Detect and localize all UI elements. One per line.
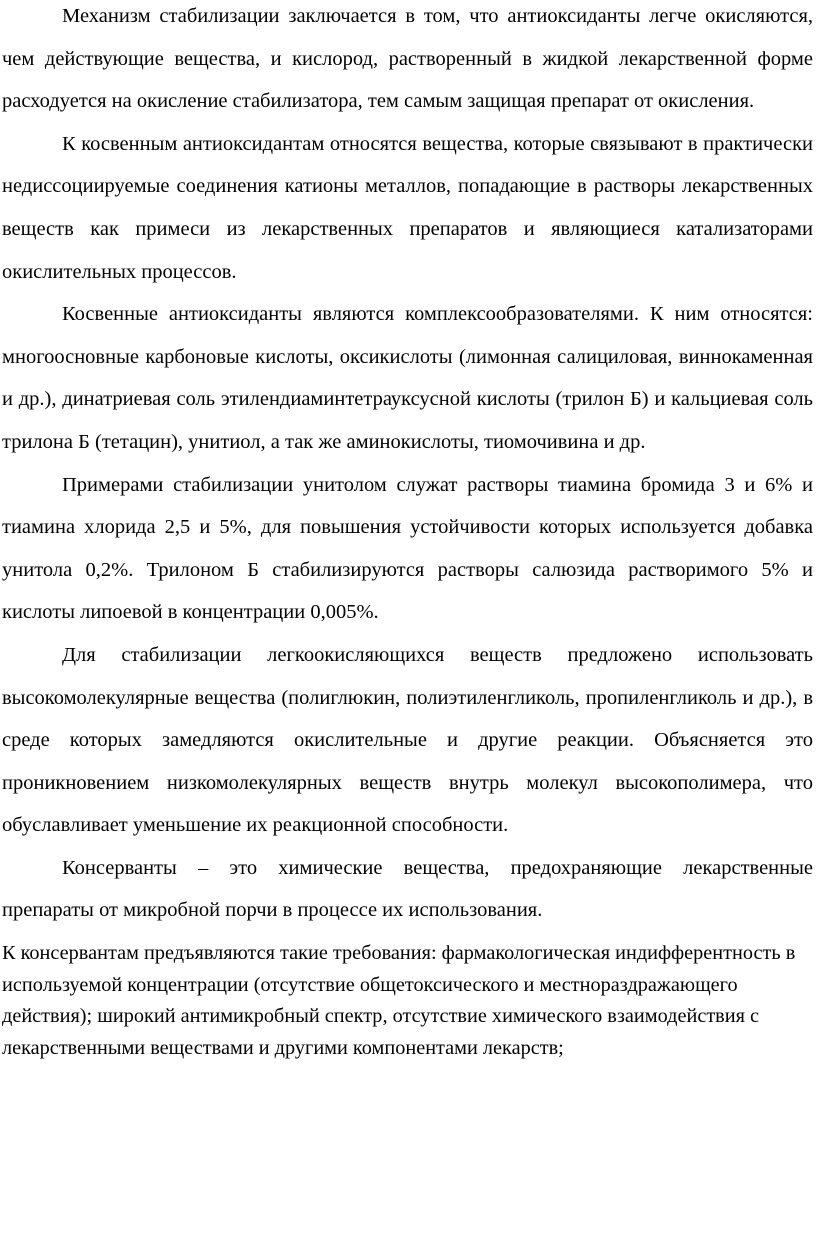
paragraph-high-molecular-substances: Для стабилизации легкоокисляющихся веществ предложено использовать высокомолекулярные вещества (полиглюкин, полиэтиленгликоль, пропиленгликоль и др.), в среде которых замедляются окислительные и другие реакции. Объясняется это проникновением низкомолекулярных веществ внутрь молекул высокополимера, что обуславливает уменьшение их реакционной способности. — [2, 643, 813, 837]
paragraph-unitiol-examples: Примерами стабилизации унитолом служат растворы тиамина бромида 3 и 6% и тиамина хлорида 2,5 и 5%, для повышения устойчивости которых используется добавка унитола 0,2%. Трилоном Б стабилизируются растворы салюзида растворимого 5% и кислоты липоевой в концентрации 0,005%. — [2, 473, 813, 624]
paragraph-preservatives-definition: Консерванты – это химические вещества, предохраняющие лекарственные препараты от микробной порчи в процессе их использования. — [2, 856, 813, 922]
paragraph-complexing-agents: Косвенные антиоксиданты являются комплексообразователями. К ним относятся: многоосновные карбоновые кислоты, оксикислоты (лимонная салициловая, виннокаменная и др.), динатриевая соль этилендиаминтетрауксусной кислоты (трилон Б) и кальциевая соль трилона Б (тетацин), унитиол, а так же аминокислоты, тиомочивина и др. — [2, 303, 813, 453]
paragraph-stabilization-mechanism: Механизм стабилизации заключается в том, что антиоксиданты легче окисляются, чем действующие вещества, и кислород, растворенный в жидкой лекарственной форме расходуется на окисление стабилизатора, тем самым защищая препарат от окисления. — [2, 5, 813, 113]
paragraph-preservative-requirements: К консервантам предъявляются такие требования: фармакологическая индифферентность в используемой концентрации (отсутствие общетоксического и местнораздражающего действия); широкий антимикробный спектр, отсутствие химического взаимодействия с лекарственными веществами и другими компонентами лекарств; — [2, 942, 796, 1059]
paragraph-indirect-antioxidants: К косвенным антиоксидантам относятся вещества, которые связывают в практически недиссоциируемые соединения катионы металлов, попадающие в растворы лекарственных веществ как примеси из лекарственных препаратов и являющиеся катализаторами окислительных процессов. — [2, 132, 813, 283]
